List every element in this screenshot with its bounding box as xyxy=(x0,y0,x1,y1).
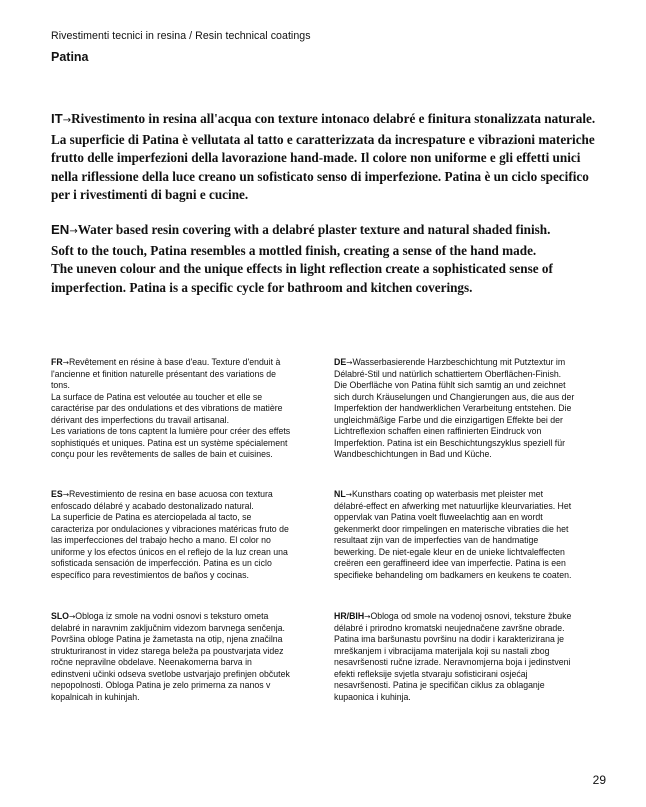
lang-tag-fr: FR xyxy=(51,357,63,367)
lang-tag-it: IT xyxy=(51,111,63,126)
hr-p1: Obloga od smole na vodenoj osnovi, teksture žbuke délabré i prirodno kromatski neujednačene završne obrade. xyxy=(334,611,572,633)
intro-it-text: Rivestimento in resina all'acqua con texture intonaco delabré e finitura stonalizzata naturale. xyxy=(71,111,596,126)
intro-it-text2: La superficie di Patina è vellutata al tatto e caratterizzata da increspature e vibrazioni materiche frutto delle imperfezioni della lavorazione hand-made. Il colore non uniforme e gli effetti unici nella riflessione della luce creano un sofisticato senso di imperfezione. Patina è un ciclo specifico per i rivestimenti di bagni e cucine. xyxy=(51,131,595,203)
fr-p1: Revêtement en résine à base d'eau. Texture d'enduit à l'ancienne et finition naturelle présentant des variations de tons. xyxy=(51,357,281,390)
page-title: Patina xyxy=(51,50,89,64)
lang-tag-nl: NL xyxy=(334,489,346,499)
lang-tag-en: EN xyxy=(51,221,70,237)
hr-p2: Patina ima baršunastu površinu na dodir i karakterizirana je mreškanjem i vibracijama materijala koji su nastali zbog nesavršenosti ručne izrade. Neravnomjerna boja i jedinstveni efekti refleksije svjetla stvaraju sofisticirani osjećaj nesavršenosti. Patina je specifičan ciklus za oblaganje kupaonica i kuhinja. xyxy=(334,634,571,702)
lang-tag-slo: SLO xyxy=(51,611,69,621)
page-number: 29 xyxy=(592,773,606,787)
nl-p1: Kunsthars coating op waterbasis met pleister met délabré-effect en afwerking met natuurlijke kleurvariaties. Het oppervlak van Patina voelt fluweelachtig aan en wordt gekenmerkt door rimpelingen en materische vibraties die het resultaat zijn van de imperfecties van de handmatige bewerking. De niet-egale kleur en de unieke lichtvaleffecten creëren een geraffineerd idee van imperfectie. Patina is een specifieke behandeling om badkamers en keukens te coaten. xyxy=(334,489,572,580)
de-p1: Wasserbasierende Harzbeschichtung mit Putztextur im Délabré-Stil und natürlich schattiertem Oberflächen-Finish. Die Oberfläche von Patina fühlt sich samtig an und zeichnet sich durch Kräuselungen und Changierungen aus, die aus der Imperfektion der handwerklichen Verarbeitung entstehen. Die ungleichmäßige Farbe und die einzigartigen Effekte bei der Lichtreflexion schaffen einen raffinierten Eindruck von Imperfektion. Patina ist ein Beschichtungszyklus speziell für Wandbeschichtungen in Bad und Küche. xyxy=(334,357,575,459)
lang-tag-de: DE xyxy=(334,357,347,367)
arrow-icon: → xyxy=(346,358,353,367)
arrow-icon: → xyxy=(345,490,352,499)
fr-p3: Les variations de tons captent la lumière pour créer des effets sophistiqués et uniques. Patina est un système spécialement conçu pour les revêtements de salles de bain et cuisines. xyxy=(51,426,291,459)
es-p2: La superficie de Patina es aterciopelada al tacto, se caracteriza por ondulaciones y vibraciones matéricas fruto de las imperfecciones del trabajo hecho a mano. El color no uniforme y los efectos únicos en el reflejo de la luz crean una sofisticada sensación de imperfección. Patina es un ciclo específico para revestimientos de baños y cocinas. xyxy=(51,512,289,580)
slo-p1: Obloga iz smole na vodni osnovi s teksturo ometa delabré in naravnim zaključnim videzom barvnega senčenja. xyxy=(51,611,285,633)
intro-text xyxy=(51,110,596,297)
block-es xyxy=(51,489,293,581)
fr-p2: La surface de Patina est veloutée au toucher et elle se caractérise par des ondulations et des vibrations de matière dérivant des imperfections du travail artisanal. xyxy=(51,391,283,425)
block-fr xyxy=(51,357,293,461)
intro-en-text3: The uneven colour and the unique effects in light reflection create a sophisticated sense of imperfection. Patina is a specific cycle for bathroom and kitchen coverings. xyxy=(51,261,553,295)
intro-en xyxy=(51,221,596,297)
block-slo xyxy=(51,611,293,703)
lang-tag-es: ES xyxy=(51,489,63,499)
intro-it xyxy=(51,110,596,205)
intro-en-text2: Soft to the touch, Patina resembles a mottled finish, creating a sense of the hand made. xyxy=(51,242,537,258)
block-de xyxy=(334,357,576,461)
arrow-icon: → xyxy=(69,225,78,237)
arrow-icon: → xyxy=(69,612,76,621)
es-p1: Revestimiento de resina en base acuosa con textura enfoscado délabré y acabado destonalizado natural. xyxy=(51,489,273,511)
arrow-icon: → xyxy=(62,490,69,499)
block-nl xyxy=(334,489,576,581)
lang-tag-hr: HR/BIH xyxy=(334,611,365,621)
arrow-icon: → xyxy=(364,612,371,621)
section-heading: Rivestimenti tecnici in resina / Resin technical coatings xyxy=(51,30,311,42)
slo-p2: Površina obloge Patina je žametasta na otip, njena značilna strukturiranost in videz starega beleža pa poustvarjata videz ročne nepravilne obdelave. Neenakomerna barva in edinstveni učinki odseva svetlobe ustvarjajo prefinjen občutek nepopolnosti. Obloga Patina je zelo primerna za nanos v kopalnicah in kuhinjah. xyxy=(51,634,290,702)
block-hr-bih xyxy=(334,611,576,703)
arrow-icon: → xyxy=(62,358,69,367)
intro-en-text: Water based resin covering with a delabré plaster texture and natural shaded finish. xyxy=(77,221,551,237)
arrow-icon: → xyxy=(62,115,72,126)
